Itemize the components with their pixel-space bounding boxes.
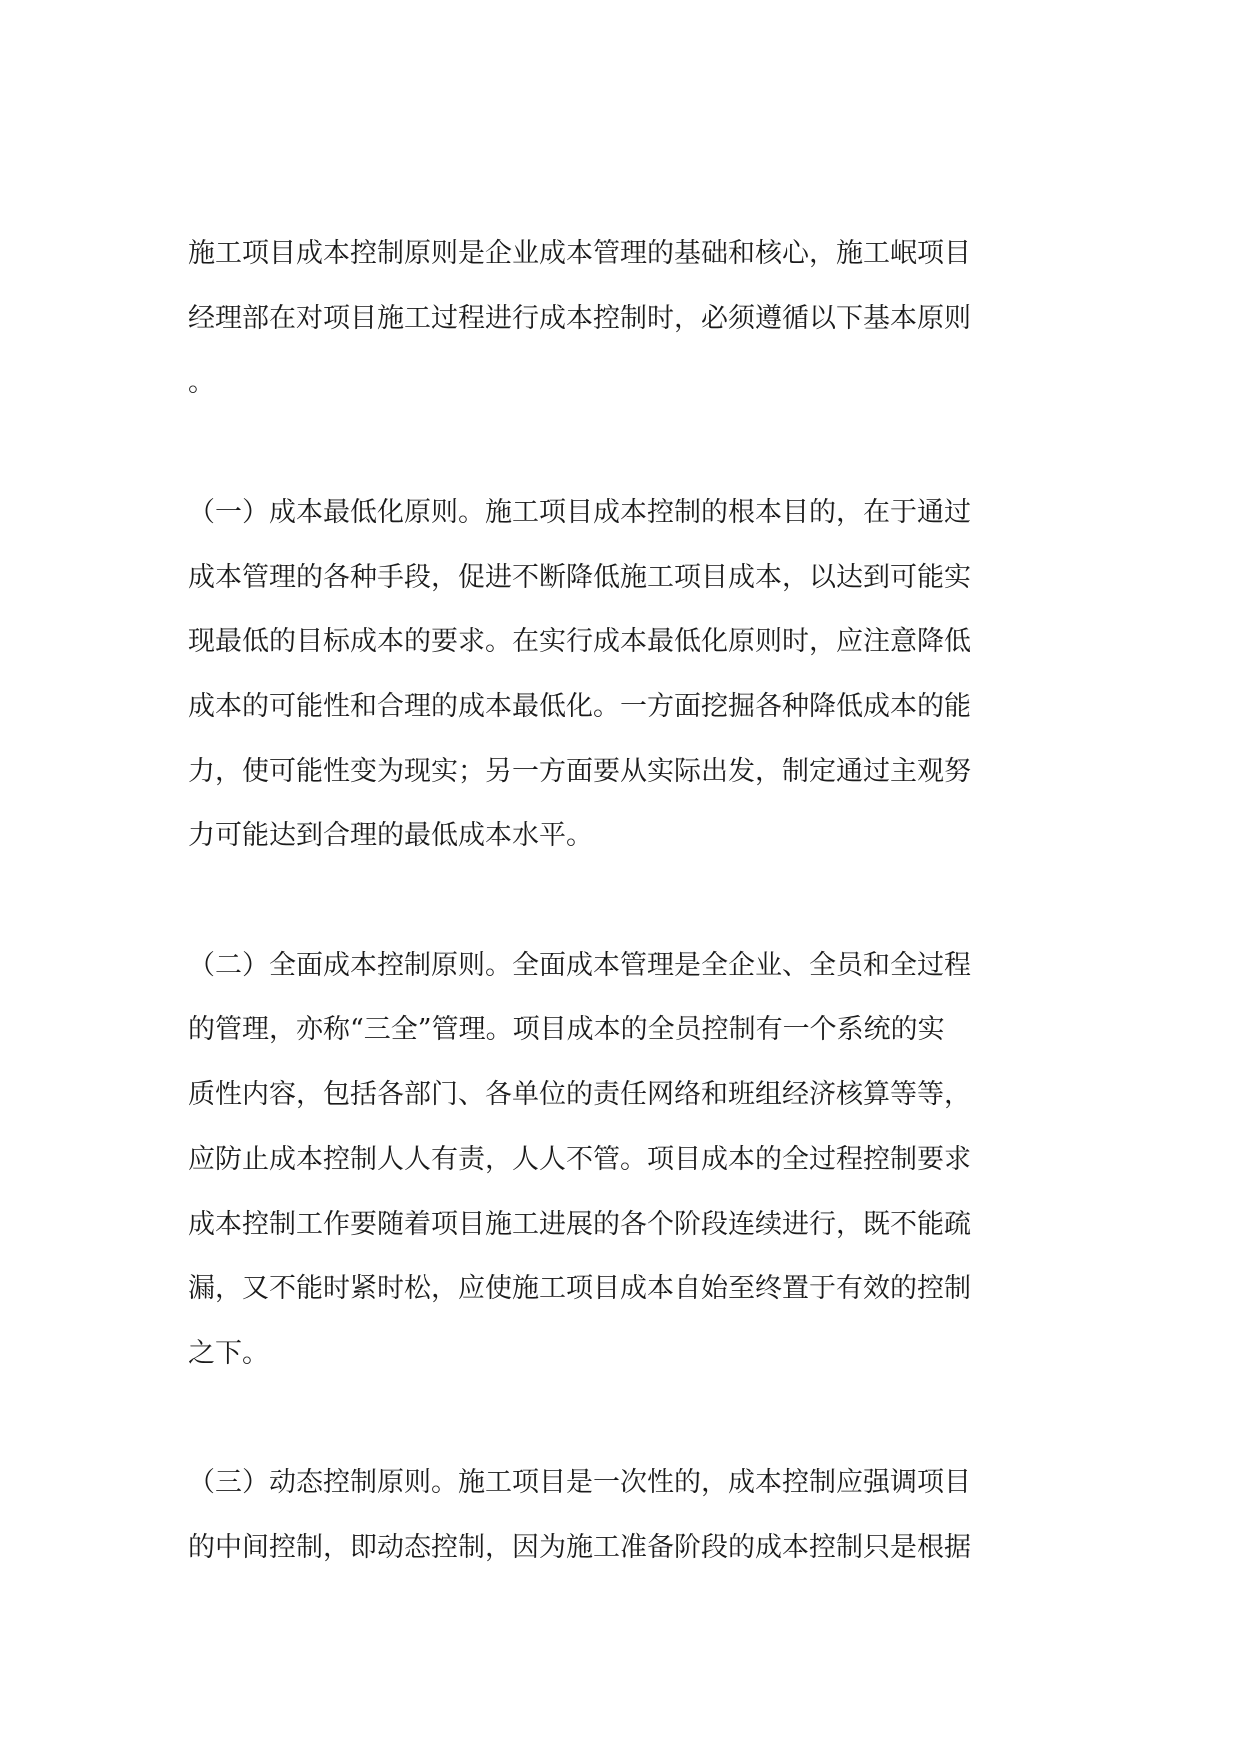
paragraph-principle-2: （二）全面成本控制原则。全面成本管理是全企业、全员和全过程 的管理，亦称“三全”管理。项目成本的全员控制有一个系统的实 质性内容，包括各部门、各单位的责任网络和班组经济核算等等， 应防止成本控制人人有责，人人不管。项目成本的全过程控制要求 成本控制工作要随着项目施工进展的各个阶段连续进行，既不能疏 漏，又不能时紧时松，应使施工项目成本自始至终置于有效的控制 之下。: [188, 949, 971, 1369]
paragraph-principle-1: （一）成本最低化原则。施工项目成本控制的根本目的，在于通过 成本管理的各种手段，促进不断降低施工项目成本，以达到可能实 现最低的目标成本的要求。在实行成本最低化原则时，应注意降低 成本的可能性和合理的成本最低化。一方面挖掘各种降低成本的能 力，使可能性变为现实；另一方面要从实际出发，制定通过主观努 力可能达到合理的最低成本水平。: [188, 496, 971, 852]
paragraph-principle-3: （三）动态控制原则。施工项目是一次性的，成本控制应强调项目 的中间控制，即动态控制，因为施工准备阶段的成本控制只是根据: [188, 1467, 971, 1564]
document-body: [188, 222, 1040, 1581]
paragraph-intro: 施工项目成本控制原则是企业成本管理的基础和核心，施工岷项目 经理部在对项目施工过程进行成本控制时，必须遵循以下基本原则 。: [188, 238, 971, 399]
